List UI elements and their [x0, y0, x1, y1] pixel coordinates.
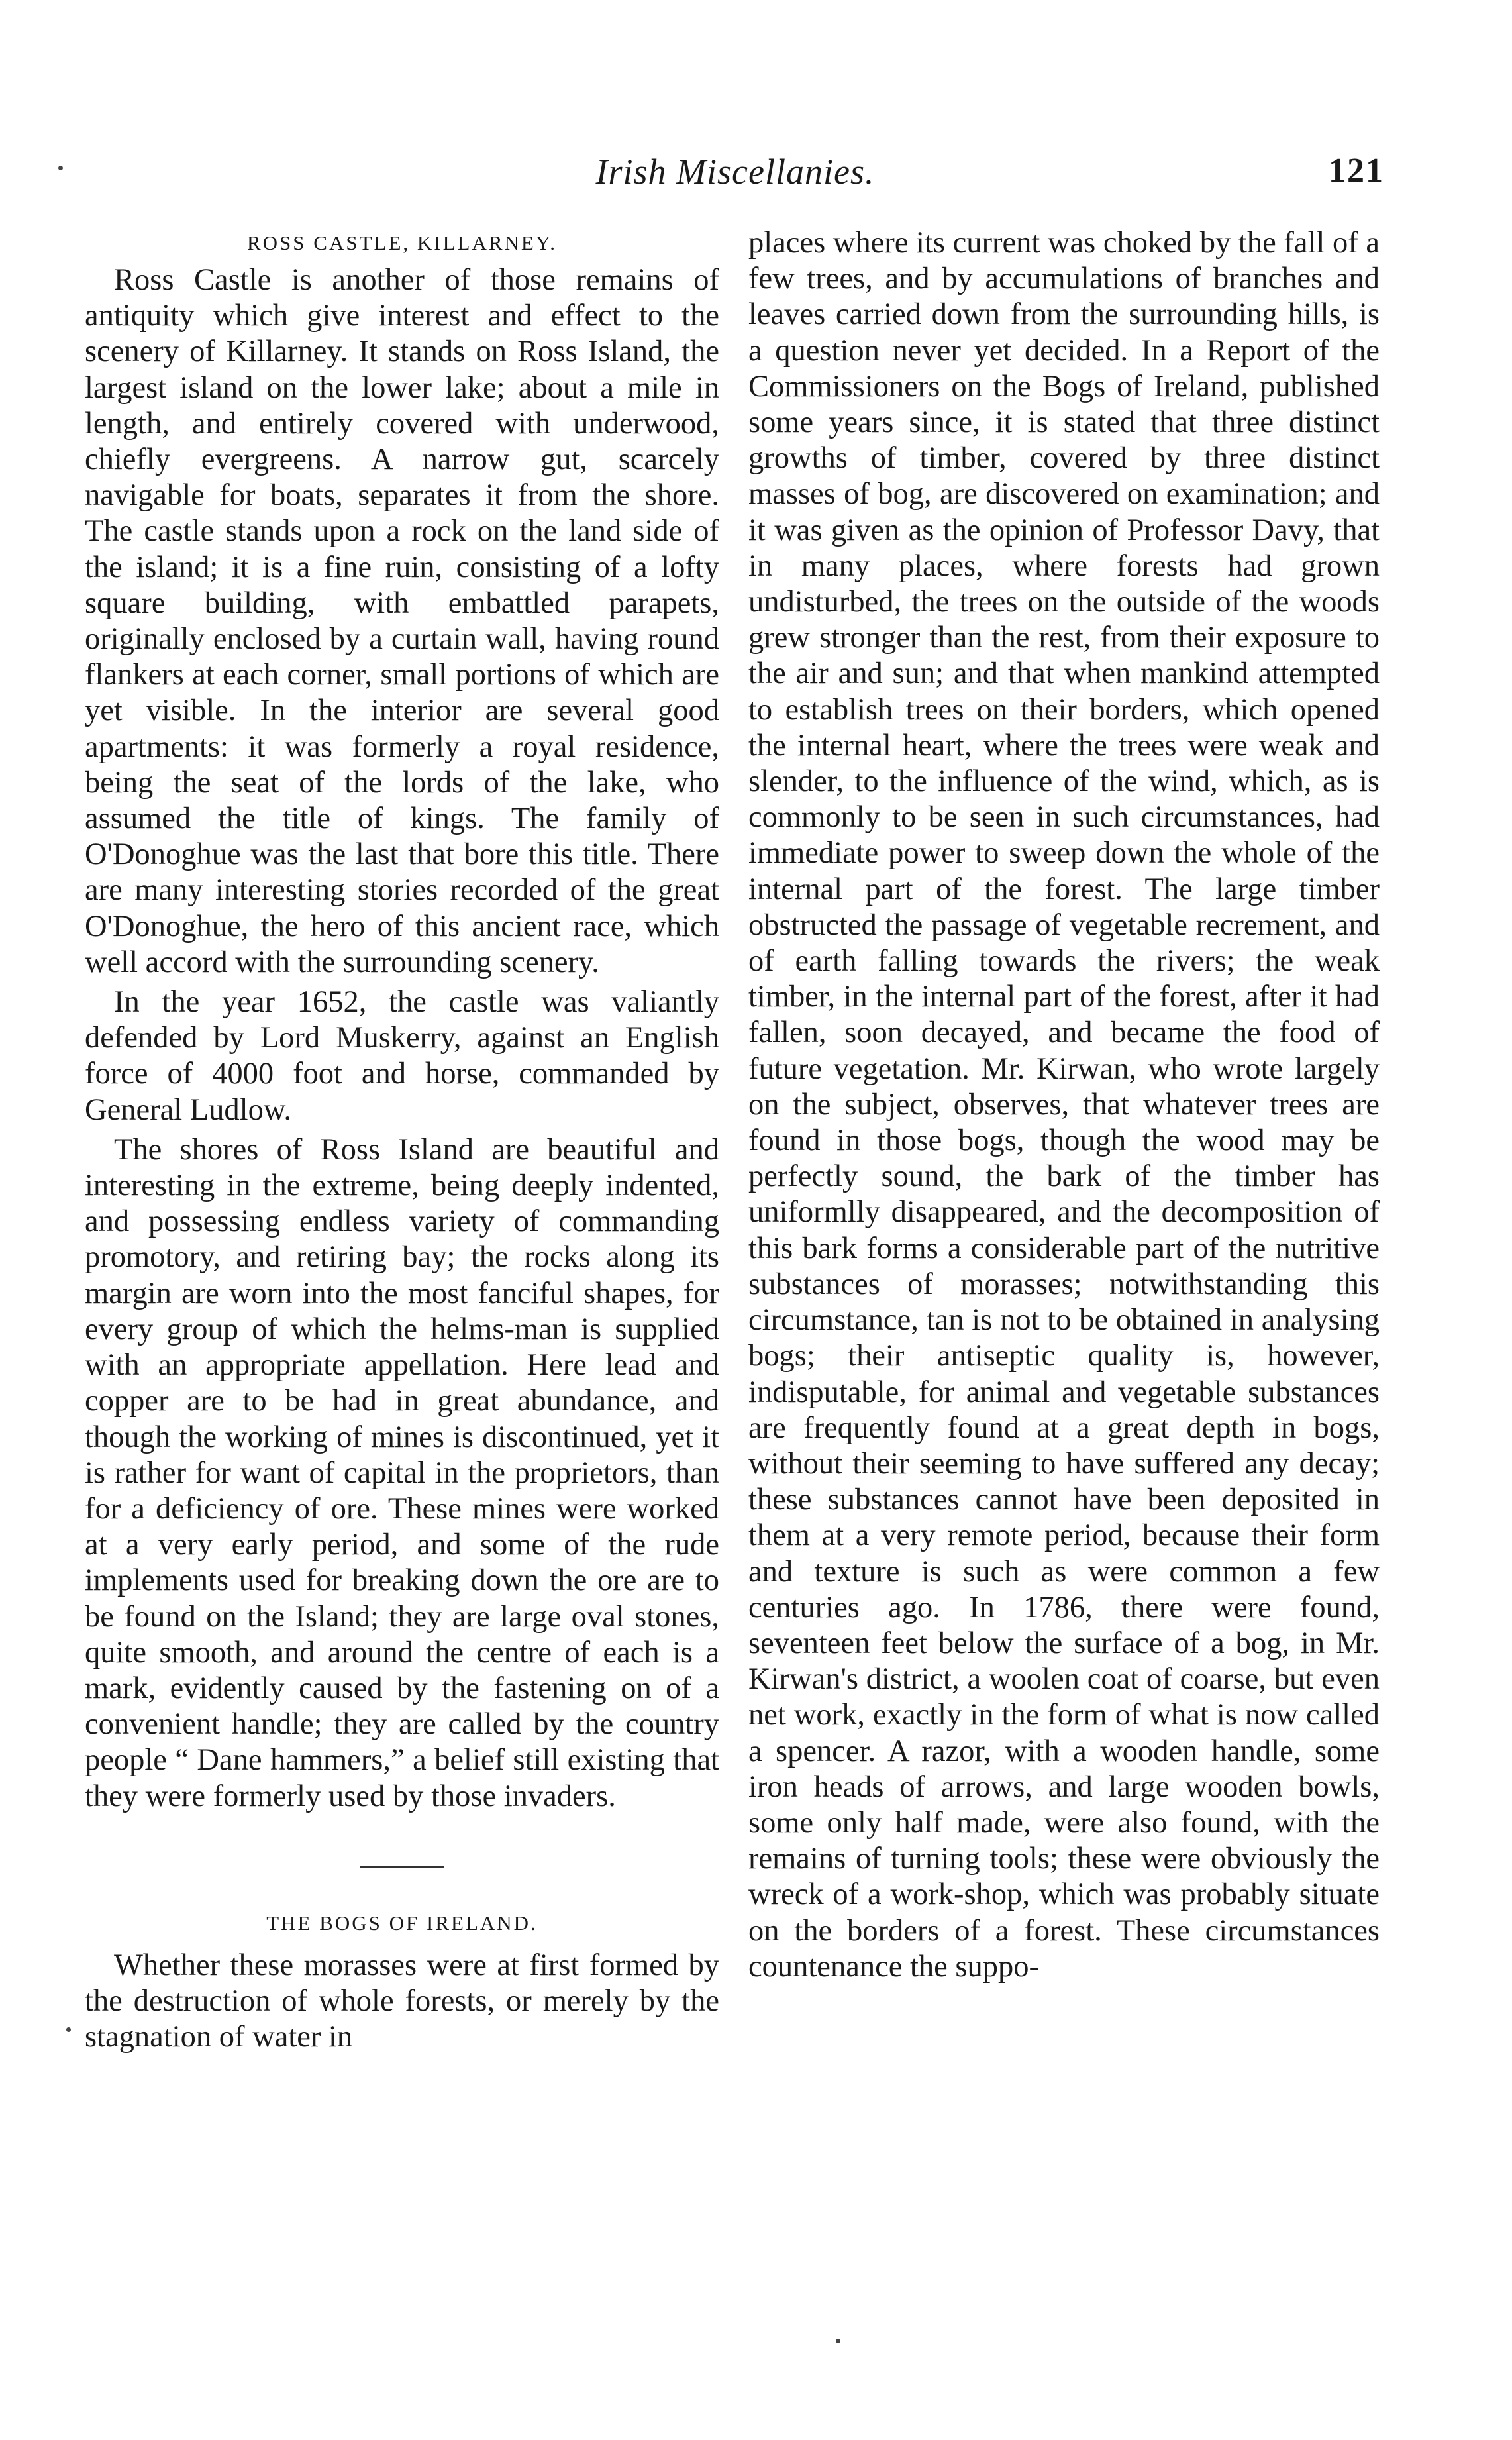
- paragraph-ross-castle-3: The shores of Ross Island are beautiful and interesting in the extreme, being deeply indented, and possessing endless variety of commanding promotory, and retiring bay; the rocks along its margin are worn into the most fanciful shapes, for every group of which the helms-man is supplied with an appropriate appellation. Here lead and copper are to be had in great abundance, and though the working of mines is discontinued, yet it is rather for want of capital in the proprietors, than for a deficiency of ore. These mines were worked at a very early period, and some of the rude implements used for breaking down the ore are to be found on the Island; they are large oval stones, quite smooth, and around the centre of each is a mark, evidently caused by the fastening on of a convenient handle; they are called by the country people “ Dane hammers,” a belief still existing that they were formerly used by those invaders.: [85, 1132, 719, 1813]
- paragraph-ross-castle-2: In the year 1652, the castle was valiantly defended by Lord Muskerry, against an English force of 4000 foot and horse, commanded by General Ludlow.: [85, 985, 719, 1127]
- section-heading-ross-castle: ROSS CASTLE, KILLARNEY.: [246, 231, 558, 254]
- print-speck: [66, 2027, 71, 2032]
- section-heading-bogs-of-ireland: THE BOGS OF IRELAND.: [266, 1911, 538, 1935]
- running-title: Irish Miscellanies.: [595, 152, 875, 191]
- page-number: 121: [1329, 152, 1384, 189]
- print-speck: [58, 166, 63, 170]
- paragraph-bogs-start: Whether these morasses were at first formed by the destruction of whole forests, or merely by the stagnation of water in: [85, 1948, 719, 2054]
- paragraph-bogs-continued: places where its current was choked by the fall of a few trees, and by accumulations of branches and leaves carried down from the surrounding hills, is a question never yet decided. In a Report of the Commissioners on the Bogs of Ireland, published some years since, it is stated that three distinct growths of timber, covered by three distinct masses of bog, are discovered on examination; and it was given as the opinion of Professor Davy, that in many places, where forests had grown undisturbed, the trees on the outside of the woods grew stronger than the rest, from their exposure to the air and sun; and that when mankind attempted to establish trees on their borders, which opened the internal heart, where the trees were weak and slender, to the influence of the wind, which, as is commonly to be seen in such circumstances, had immediate power to sweep down the whole of the internal part of the forest. The large timber obstructed the passage of vegetable recrement, and of earth falling towards the rivers; the weak timber, in the internal part of the forest, after it had fallen, soon decayed, and became the food of future vegetation. Mr. Kirwan, who wrote largely on the subject, observes, that whatever trees are found in those bogs, though the wood may be perfectly sound, the bark of the timber has uniformlly disappeared, and the decomposition of this bark forms a considerable part of the nutritive substances of morasses; notwithstanding this circumstance, tan is not to be obtained in analysing bogs; their antiseptic quality is, however, indisputable, for animal and vegetable substances are frequently found at a great depth in bogs, without their seeming to have suffered any decay; these substances cannot have been deposited in them at a very remote period, because their form and texture is such as were common a few centuries ago. In 1786, there were found, seventeen feet below the surface of a bog, in Mr. Kirwan's district, a woolen coat of coarse, but even net work, exactly in the form of what is now called a spencer. A razor, with a wooden handle, some iron heads of arrows, and large wooden bowls, some only half made, were also found, with the remains of turning tools; these were obviously the wreck of a work-shop, which was probably situate on the borders of a forest. These circumstances countenance the suppo-: [748, 226, 1380, 1984]
- section-divider: [360, 1866, 444, 1868]
- left-column: [85, 225, 719, 2055]
- running-head: [86, 151, 1384, 204]
- print-speck: [836, 2339, 840, 2343]
- right-column: [748, 225, 1380, 1985]
- paragraph-ross-castle-1: Ross Castle is another of those remains of antiquity which give interest and effect to the scenery of Killarney. It stands on Ross Island, the largest island on the lower lake; about a mile in length, and entirely covered with underwood, chiefly evergreens. A narrow gut, scarcely navigable for boats, separates it from the shore. The castle stands upon a rock on the land side of the island; it is a fine ruin, consisting of a lofty square building, with embattled parapets, originally enclosed by a curtain wall, having round flankers at each corner, small portions of which are yet visible. In the interior are several good apartments: it was formerly a royal residence, being the seat of the lords of the lake, who assumed the title of kings. The family of O'Donoghue was the last that bore this title. There are many interesting stories recorded of the great O'Donoghue, the hero of this ancient race, which well accord with the surrounding scenery.: [85, 263, 719, 979]
